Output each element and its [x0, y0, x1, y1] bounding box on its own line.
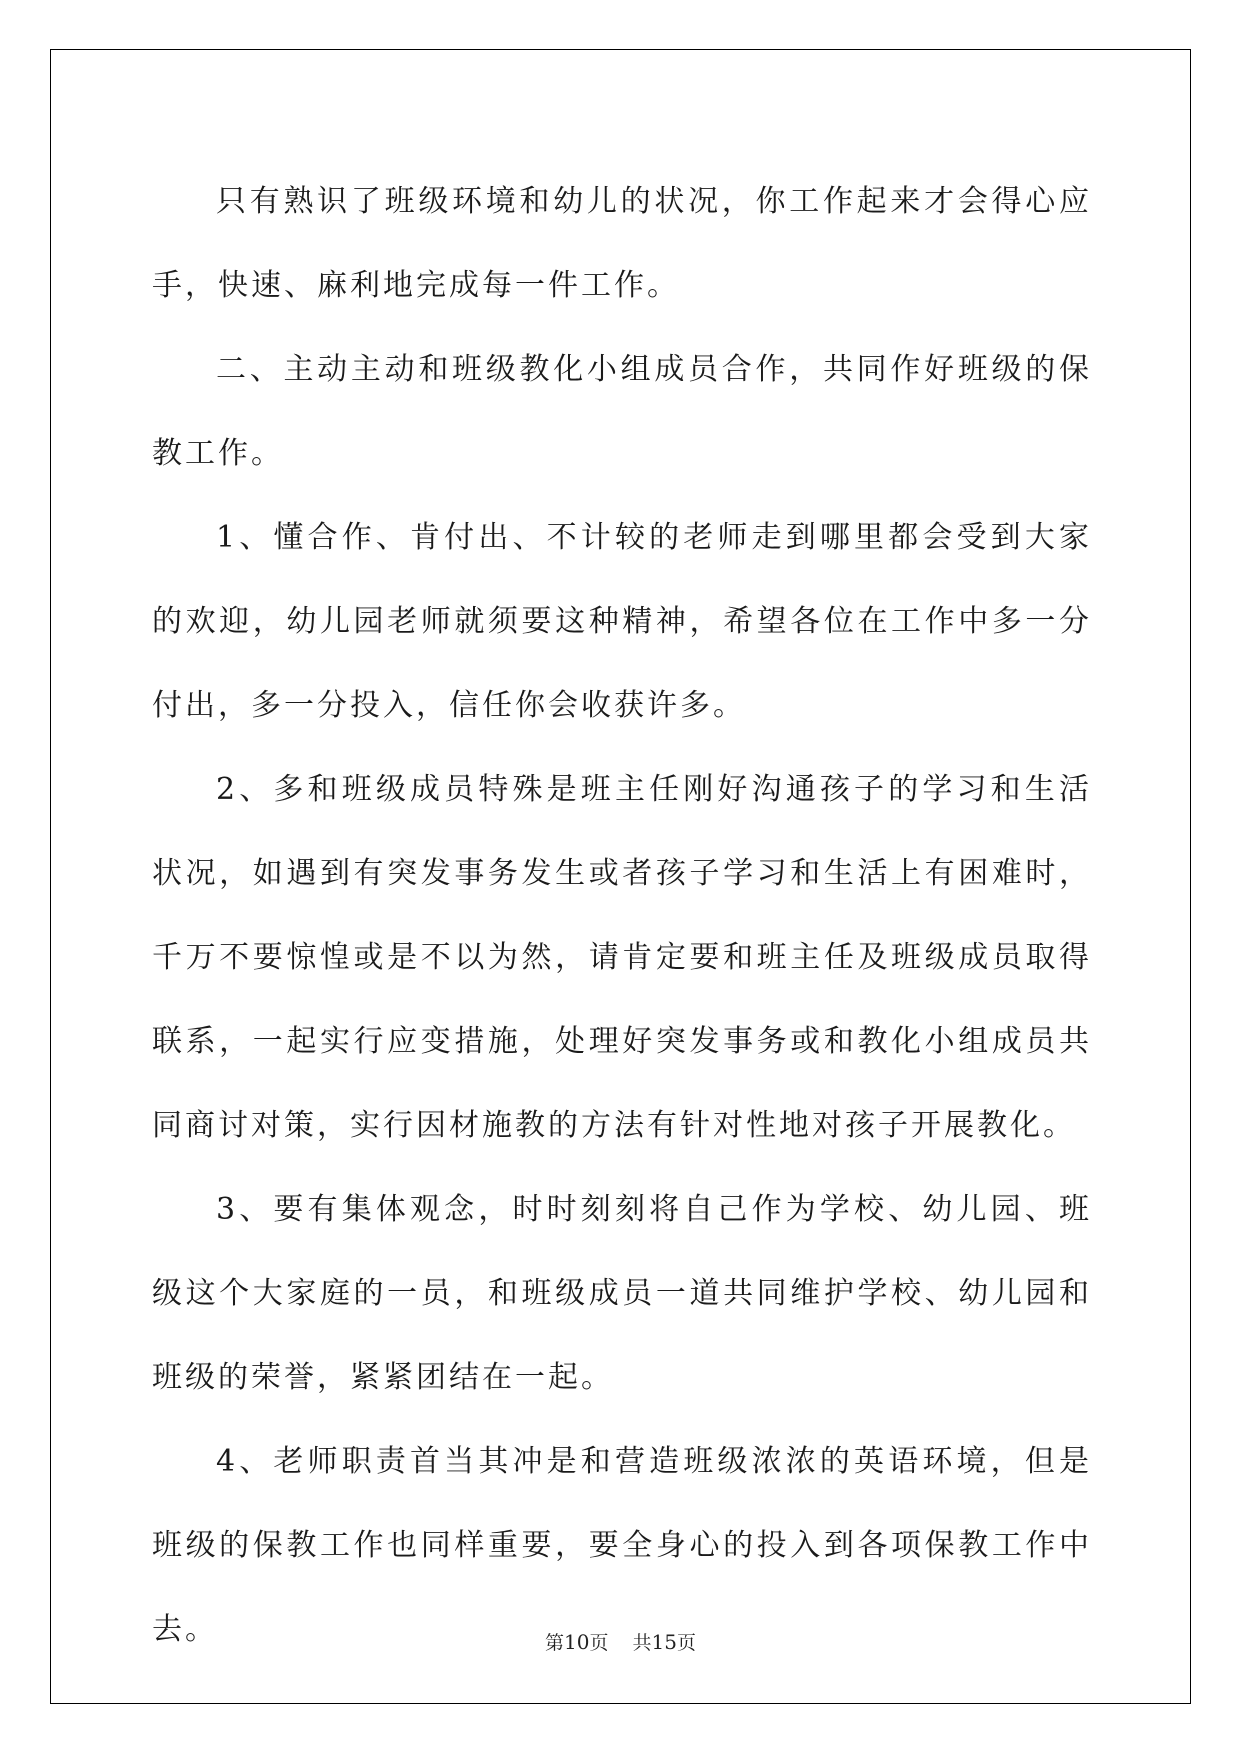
paragraph-5: 3、要有集体观念，时时刻刻将自己作为学校、幼儿园、班级这个大家庭的一员，和班级成员一道共同维护学校、幼儿园和班级的荣誉，紧紧团结在一起。: [152, 1192, 1092, 1395]
paragraph-2: 二、主动主动和班级教化小组成员合作，共同作好班级的保教工作。: [152, 352, 1092, 471]
page-footer: [0, 1628, 1241, 1655]
paragraph-6: 4、老师职责首当其冲是和营造班级浓浓的英语环境，但是班级的保教工作也同样重要，要全身心的投入到各项保教工作中去。: [152, 1444, 1092, 1647]
paragraph-1: 只有熟识了班级环境和幼儿的状况，你工作起来才会得心应手，快速、麻利地完成每一件工作。: [152, 184, 1092, 303]
document-body: [152, 160, 1092, 1672]
paragraph-3: 1、懂合作、肯付出、不计较的老师走到哪里都会受到大家的欢迎，幼儿园老师就须要这种精神，希望各位在工作中多一分付出，多一分投入，信任你会收获许多。: [152, 520, 1092, 723]
page-total: 共15页: [632, 1630, 696, 1654]
page-number: 第10页: [545, 1630, 609, 1654]
paragraph-4: 2、多和班级成员特殊是班主任刚好沟通孩子的学习和生活状况，如遇到有突发事务发生或者孩子学习和生活上有困难时，千万不要惊惶或是不以为然，请肯定要和班主任及班级成员取得联系，一起实行应变措施，处理好突发事务或和教化小组成员共同商讨对策，实行因材施教的方法有针对性地对孩子开展教化。: [152, 772, 1092, 1143]
